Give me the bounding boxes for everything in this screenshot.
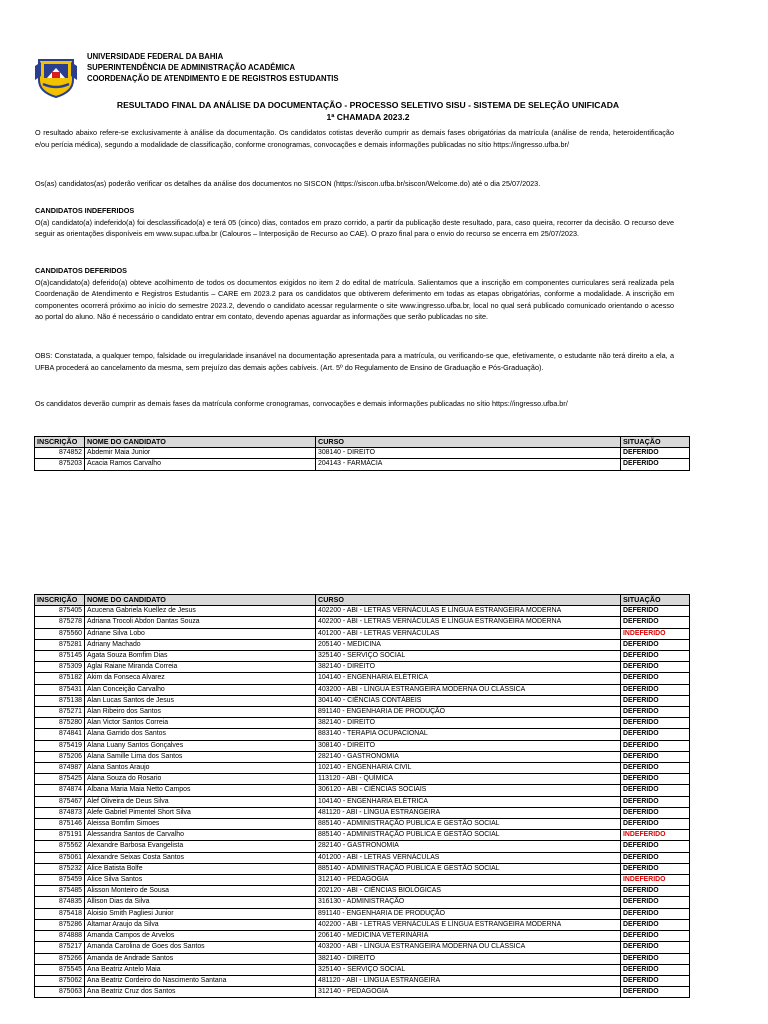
inscricao-cell: 875560 (35, 628, 85, 639)
table-row (35, 729, 690, 740)
inscricao-cell: 875217 (35, 942, 85, 953)
deferidos-heading: CANDIDATOS DEFERIDOS (35, 266, 127, 275)
table-row (35, 942, 690, 953)
table-row (35, 763, 690, 774)
nome-cell: Alice Silva Santos (85, 875, 316, 886)
inscricao-cell: 875286 (35, 919, 85, 930)
nome-cell: Allison Dias da Silva (85, 897, 316, 908)
nome-cell: Alana Souza do Rosario (85, 774, 316, 785)
situacao-cell: DEFERIDO (621, 448, 690, 459)
table-row (35, 796, 690, 807)
nome-cell: Amanda Carolina de Goes dos Santos (85, 942, 316, 953)
situacao-cell: DEFERIDO (621, 695, 690, 706)
curso-cell: 401200 - ABI - LETRAS VERNÁCULAS (316, 628, 621, 639)
inscricao-cell: 875281 (35, 639, 85, 650)
inscricao-cell: 875062 (35, 975, 85, 986)
situacao-cell: DEFERIDO (621, 751, 690, 762)
table-row (35, 718, 690, 729)
nome-cell: Amanda de Andrade Santos (85, 953, 316, 964)
situacao-cell: DEFERIDO (621, 684, 690, 695)
inscricao-cell: 874888 (35, 931, 85, 942)
table-row (35, 852, 690, 863)
university-name: UNIVERSIDADE FEDERAL DA BAHIA (87, 51, 224, 61)
inscricao-cell: 875280 (35, 718, 85, 729)
inscricao-cell: 875206 (35, 751, 85, 762)
curso-cell: 102140 - ENGENHARIA CIVIL (316, 763, 621, 774)
inscricao-cell: 875145 (35, 651, 85, 662)
header-situacao: SITUAÇÃO (621, 595, 690, 606)
table-row (35, 987, 690, 998)
indeferidos-text: O(a) candidato(a) indeferido(a) foi desclassificado(a) e terá 05 (cinco) dias, contados em prazo corrido, a partir da publicação deste resultado, para, caso queira, recorrer da decisão. O recurso deve seguir as orientações disponíveis em www.supac.ufba.br (Calouros – Interposição de Recurso ao CAE). O prazo final para o envio do recurso se encerra em 25/07/2023. (35, 217, 674, 239)
inscricao-cell: 875182 (35, 673, 85, 684)
nome-cell: Acacia Ramos Carvalho (85, 459, 316, 470)
coordination-name: COORDENAÇÃO DE ATENDIMENTO E DE REGISTROS ESTUDANTIS (87, 73, 339, 84)
curso-cell: 202120 - ABI - CIÊNCIAS BIOLÓGICAS (316, 886, 621, 897)
nome-cell: Alexandre Barbosa Evangelista (85, 841, 316, 852)
nome-cell: Alan Victor Santos Correia (85, 718, 316, 729)
curso-cell: 891140 - ENGENHARIA DE PRODUÇÃO (316, 908, 621, 919)
inscricao-cell: 875545 (35, 964, 85, 975)
header-inscricao: INSCRIÇÃO (35, 595, 85, 606)
ufba-crest-icon (35, 54, 77, 98)
table-row (35, 774, 690, 785)
results-table-1 (34, 436, 690, 471)
superintendency-name: SUPERINTENDÊNCIA DE ADMINISTRAÇÃO ACADÊMICA (87, 62, 296, 73)
obs-paragraph: OBS: Constatada, a qualquer tempo, falsidade ou irregularidade insanável na documentação apresentada para a matrícula, ou verificando-se que, efetivamente, o estudante não terá direito a ela, a UFBA procederá ao cancelamento da mesma, sem prejuízo das demais ações cabíveis. (Art. 5º do Regulamento de Ensino de Graduação e Pós-Graduação). (35, 351, 674, 372)
nome-cell: Akim da Fonseca Alvarez (85, 673, 316, 684)
inscricao-cell: 875405 (35, 606, 85, 617)
curso-cell: 885140 - ADMINISTRAÇÃO PÚBLICA E GESTÃO SOCIAL (316, 863, 621, 874)
curso-cell: 481120 - ABI - LÍNGUA ESTRANGEIRA (316, 975, 621, 986)
nome-cell: Adriany Machado (85, 639, 316, 650)
table-row (35, 830, 690, 841)
inscricao-cell: 875271 (35, 707, 85, 718)
situacao-cell: DEFERIDO (621, 459, 690, 470)
situacao-cell: DEFERIDO (621, 863, 690, 874)
table-row (35, 819, 690, 830)
nome-cell: Albana Maria Maia Netto Campos (85, 785, 316, 796)
table-row (35, 740, 690, 751)
table-row (35, 751, 690, 762)
curso-cell: 282140 - GASTRONOMIA (316, 841, 621, 852)
nome-cell: Alana Garrido dos Santos (85, 729, 316, 740)
inscricao-cell: 875203 (35, 459, 85, 470)
inscricao-cell: 875061 (35, 852, 85, 863)
situacao-cell: DEFERIDO (621, 919, 690, 930)
institution-header (87, 51, 339, 85)
intro-paragraph: O resultado abaixo refere-se exclusivamente à análise da documentação. Os candidatos cotistas deverão cumprir as demais fases obrigatórias da matrícula (análise de renda, heteroidentificação e/ou perícia médica), segundo a modalidade de classificação, conforme cronogramas, convocações e demais informações publicadas no sítio https://ingresso.ufba.br/ (35, 128, 674, 149)
header-curso: CURSO (316, 437, 621, 448)
document-title (0, 99, 706, 123)
situacao-cell: DEFERIDO (621, 662, 690, 673)
inscricao-cell: 874841 (35, 729, 85, 740)
nome-cell: Aglai Raiane Miranda Correia (85, 662, 316, 673)
table-row (35, 684, 690, 695)
inscricao-cell: 875418 (35, 908, 85, 919)
nome-cell: Alana Luany Santos Gonçalves (85, 740, 316, 751)
curso-cell: 481120 - ABI - LÍNGUA ESTRANGEIRA (316, 807, 621, 818)
table-row (35, 863, 690, 874)
inscricao-cell: 875278 (35, 617, 85, 628)
deferidos-section (35, 265, 674, 323)
curso-cell: 403200 - ABI - LÍNGUA ESTRANGEIRA MODERNA OU CLÁSSICA (316, 684, 621, 695)
situacao-cell: DEFERIDO (621, 729, 690, 740)
nome-cell: Agata Souza Bomfim Dias (85, 651, 316, 662)
curso-cell: 113120 - ABI - QUÍMICA (316, 774, 621, 785)
table-row (35, 886, 690, 897)
nome-cell: Abdemir Maia Junior (85, 448, 316, 459)
siscon-paragraph: Os(as) candidatos(as) poderão verificar os detalhes da análise dos documentos no SISCON (https://siscon.ufba.br/siscon/Welcome.do) até o dia 25/07/2023. (35, 179, 541, 188)
nome-cell: Alisson Monteiro de Sousa (85, 886, 316, 897)
table-row (35, 908, 690, 919)
nome-cell: Alice Batista Bolfe (85, 863, 316, 874)
curso-cell: 308140 - DIREITO (316, 448, 621, 459)
nome-cell: Ana Beatriz Antelo Maia (85, 964, 316, 975)
table-row (35, 953, 690, 964)
table-row (35, 919, 690, 930)
nome-cell: Aloisio Smith Pagliesi Junior (85, 908, 316, 919)
curso-cell: 204143 - FARMÁCIA (316, 459, 621, 470)
header-nome: NOME DO CANDIDATO (85, 437, 316, 448)
header-curso: CURSO (316, 595, 621, 606)
nome-cell: Adriane Silva Lobo (85, 628, 316, 639)
indeferidos-section (35, 205, 674, 240)
situacao-cell: DEFERIDO (621, 942, 690, 953)
curso-cell: 885140 - ADMINISTRAÇÃO PÚBLICA E GESTÃO SOCIAL (316, 819, 621, 830)
situacao-cell: DEFERIDO (621, 931, 690, 942)
nome-cell: Alan Lucas Santos de Jesus (85, 695, 316, 706)
situacao-cell: DEFERIDO (621, 841, 690, 852)
table-row (35, 695, 690, 706)
inscricao-cell: 875191 (35, 830, 85, 841)
curso-cell: 304140 - CIÊNCIAS CONTÁBEIS (316, 695, 621, 706)
curso-cell: 308140 - DIREITO (316, 740, 621, 751)
curso-cell: 891140 - ENGENHARIA DE PRODUÇÃO (316, 707, 621, 718)
curso-cell: 206140 - MEDICINA VETERINÁRIA (316, 931, 621, 942)
inscricao-cell: 875431 (35, 684, 85, 695)
inscricao-cell: 874987 (35, 763, 85, 774)
situacao-cell: DEFERIDO (621, 673, 690, 684)
table-row (35, 897, 690, 908)
table-row (35, 651, 690, 662)
situacao-cell: DEFERIDO (621, 987, 690, 998)
curso-cell: 401200 - ABI - LETRAS VERNÁCULAS (316, 852, 621, 863)
nome-cell: Ana Beatriz Cruz dos Santos (85, 987, 316, 998)
inscricao-cell: 874874 (35, 785, 85, 796)
table-row (35, 785, 690, 796)
curso-cell: 402200 - ABI - LETRAS VERNÁCULAS E LÍNGUA ESTRANGEIRA MODERNA (316, 606, 621, 617)
table-row (35, 448, 690, 459)
header-inscricao: INSCRIÇÃO (35, 437, 85, 448)
curso-cell: 402200 - ABI - LETRAS VERNÁCULAS E LÍNGUA ESTRANGEIRA MODERNA (316, 919, 621, 930)
situacao-cell: DEFERIDO (621, 617, 690, 628)
nome-cell: Altamar Araujo da Silva (85, 919, 316, 930)
situacao-cell: DEFERIDO (621, 785, 690, 796)
curso-cell: 883140 - TERAPIA OCUPACIONAL (316, 729, 621, 740)
situacao-cell: DEFERIDO (621, 707, 690, 718)
table-row (35, 964, 690, 975)
nome-cell: Ana Beatriz Cordeiro do Nascimento Santana (85, 975, 316, 986)
inscricao-cell: 875425 (35, 774, 85, 785)
final-paragraph: Os candidatos deverão cumprir as demais fases da matrícula conforme cronogramas, convocações e demais informações publicadas no sítio https://ingresso.ufba.br/ (35, 399, 568, 408)
curso-cell: 403200 - ABI - LÍNGUA ESTRANGEIRA MODERNA OU CLÁSSICA (316, 942, 621, 953)
inscricao-cell: 875138 (35, 695, 85, 706)
nome-cell: Adriana Trocoli Abdon Dantas Souza (85, 617, 316, 628)
curso-cell: 382140 - DIREITO (316, 718, 621, 729)
situacao-cell: DEFERIDO (621, 740, 690, 751)
curso-cell: 312140 - PEDAGOGIA (316, 987, 621, 998)
table-row (35, 617, 690, 628)
situacao-cell: DEFERIDO (621, 807, 690, 818)
situacao-cell: DEFERIDO (621, 774, 690, 785)
nome-cell: Alan Ribeiro dos Santos (85, 707, 316, 718)
curso-cell: 325140 - SERVIÇO SOCIAL (316, 964, 621, 975)
inscricao-cell: 874873 (35, 807, 85, 818)
nome-cell: Acucena Gabriela Kuellez de Jesus (85, 606, 316, 617)
table-row (35, 875, 690, 886)
situacao-cell: DEFERIDO (621, 763, 690, 774)
header-situacao: SITUAÇÃO (621, 437, 690, 448)
inscricao-cell: 875063 (35, 987, 85, 998)
curso-cell: 104140 - ENGENHARIA ELÉTRICA (316, 673, 621, 684)
table-row (35, 931, 690, 942)
curso-cell: 402200 - ABI - LETRAS VERNÁCULAS E LÍNGUA ESTRANGEIRA MODERNA (316, 617, 621, 628)
nome-cell: Alefe Gabriel Pimentel Short Silva (85, 807, 316, 818)
inscricao-cell: 875146 (35, 819, 85, 830)
table-header-row (35, 595, 690, 606)
inscricao-cell: 875266 (35, 953, 85, 964)
inscricao-cell: 874852 (35, 448, 85, 459)
curso-cell: 306120 - ABI - CIÊNCIAS SOCIAIS (316, 785, 621, 796)
title-line-1: RESULTADO FINAL DA ANÁLISE DA DOCUMENTAÇÃO - PROCESSO SELETIVO SISU - SISTEMA DE SELEÇÃO UNIFICADA (116, 100, 620, 110)
situacao-cell: DEFERIDO (621, 718, 690, 729)
inscricao-cell: 875467 (35, 796, 85, 807)
table-row (35, 628, 690, 639)
results-table-2 (34, 594, 690, 998)
situacao-cell: DEFERIDO (621, 886, 690, 897)
nome-cell: Alana Santos Araujo (85, 763, 316, 774)
inscricao-cell: 874835 (35, 897, 85, 908)
table-row (35, 673, 690, 684)
table-row (35, 807, 690, 818)
table-row (35, 662, 690, 673)
title-line-2: 1ª CHAMADA 2023.2 (326, 112, 410, 122)
table-header-row (35, 437, 690, 448)
situacao-cell: DEFERIDO (621, 639, 690, 650)
curso-cell: 325140 - SERVIÇO SOCIAL (316, 651, 621, 662)
inscricao-cell: 875459 (35, 875, 85, 886)
inscricao-cell: 875419 (35, 740, 85, 751)
nome-cell: Alan Conceição Carvalho (85, 684, 316, 695)
situacao-cell: DEFERIDO (621, 975, 690, 986)
curso-cell: 885140 - ADMINISTRAÇÃO PÚBLICA E GESTÃO SOCIAL (316, 830, 621, 841)
curso-cell: 382140 - DIREITO (316, 953, 621, 964)
curso-cell: 282140 - GASTRONOMIA (316, 751, 621, 762)
curso-cell: 316130 - ADMINISTRAÇÃO (316, 897, 621, 908)
table-row (35, 841, 690, 852)
situacao-cell: DEFERIDO (621, 953, 690, 964)
situacao-cell: DEFERIDO (621, 852, 690, 863)
deferidos-text: O(a)candidato(a) deferido(a) obteve acolhimento de todos os documentos exigidos no item 2 do edital de matrícula. Salientamos que a inscrição em componentes curriculares será realizada pela Coordenação de Atendimento e Registros Estudantis – CARE em 2023.2 para os candidatos que obtiverem deferimento em todas as etapas obrigatórias, conforme a modalidade. A inscrição em componentes ocorrerá próximo ao início do semestre 2023.2, devendo o candidato acessar regularmente o site www.ingresso.ufba.br, local no qual será publicado comunicado orientando o acesso ao portal do aluno. Não é necessário o candidato entrar em contato, devendo apenas aguardar as informações que serão publicadas no site. (35, 277, 674, 322)
inscricao-cell: 875485 (35, 886, 85, 897)
situacao-cell: DEFERIDO (621, 819, 690, 830)
situacao-cell: DEFERIDO (621, 651, 690, 662)
situacao-cell: DEFERIDO (621, 606, 690, 617)
situacao-cell: DEFERIDO (621, 796, 690, 807)
inscricao-cell: 875232 (35, 863, 85, 874)
inscricao-cell: 875562 (35, 841, 85, 852)
situacao-cell: INDEFERIDO (621, 628, 690, 639)
nome-cell: Alexandre Seixas Costa Santos (85, 852, 316, 863)
situacao-cell: INDEFERIDO (621, 830, 690, 841)
nome-cell: Alana Samille Lima dos Santos (85, 751, 316, 762)
table-row (35, 639, 690, 650)
indeferidos-heading: CANDIDATOS INDEFERIDOS (35, 206, 135, 215)
situacao-cell: INDEFERIDO (621, 875, 690, 886)
table-row (35, 459, 690, 470)
situacao-cell: DEFERIDO (621, 897, 690, 908)
nome-cell: Amanda Campos de Arvelos (85, 931, 316, 942)
table-row (35, 707, 690, 718)
situacao-cell: DEFERIDO (621, 964, 690, 975)
table-row (35, 975, 690, 986)
header-nome: NOME DO CANDIDATO (85, 595, 316, 606)
curso-cell: 104140 - ENGENHARIA ELÉTRICA (316, 796, 621, 807)
nome-cell: Alef Oliveira de Deus Silva (85, 796, 316, 807)
table-row (35, 606, 690, 617)
inscricao-cell: 875309 (35, 662, 85, 673)
nome-cell: Alessandra Santos de Carvalho (85, 830, 316, 841)
curso-cell: 205140 - MEDICINA (316, 639, 621, 650)
curso-cell: 312140 - PEDAGOGIA (316, 875, 621, 886)
curso-cell: 382140 - DIREITO (316, 662, 621, 673)
situacao-cell: DEFERIDO (621, 908, 690, 919)
nome-cell: Aleissa Bomfim Simoes (85, 819, 316, 830)
